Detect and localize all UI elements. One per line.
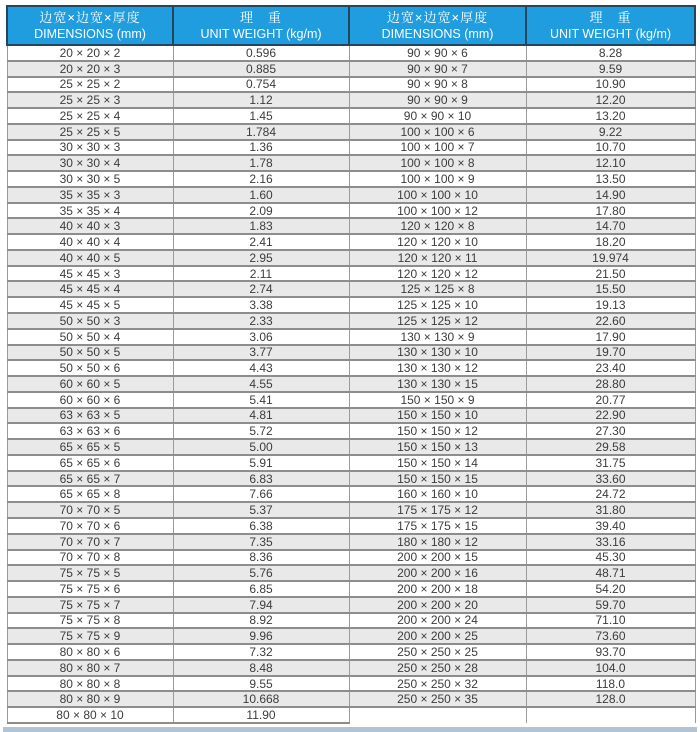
table-row bbox=[7, 45, 695, 61]
dimension-cell-right: 150 × 150 × 9 bbox=[349, 392, 526, 408]
dimension-cell-left: 70 × 70 × 7 bbox=[7, 534, 173, 550]
weight-cell-right: 48.71 bbox=[526, 565, 695, 581]
weight-cell-left: 0.596 bbox=[173, 45, 349, 61]
weight-cell-left: 9.96 bbox=[173, 628, 349, 644]
table-row bbox=[7, 329, 695, 345]
dimension-cell-left: 45 × 45 × 5 bbox=[7, 297, 173, 313]
weight-cell-left: 6.38 bbox=[173, 518, 349, 534]
header-unit-weight-left-en: UNIT WEIGHT (kg/m) bbox=[200, 27, 322, 41]
weight-cell-left: 5.72 bbox=[173, 423, 349, 439]
table-row bbox=[7, 345, 695, 361]
weight-cell-right: 73.60 bbox=[526, 628, 695, 644]
dimension-cell-left: 50 × 50 × 6 bbox=[7, 360, 173, 376]
dimension-cell-right: 200 × 200 × 20 bbox=[349, 597, 526, 613]
dimension-cell-left: 63 × 63 × 6 bbox=[7, 423, 173, 439]
weight-cell-left: 3.06 bbox=[173, 329, 349, 345]
weight-cell-left: 8.36 bbox=[173, 550, 349, 566]
weight-cell-right: 31.75 bbox=[526, 455, 695, 471]
table-row bbox=[7, 108, 695, 124]
weight-cell-left: 2.41 bbox=[173, 234, 349, 250]
weight-cell-right: 29.58 bbox=[526, 439, 695, 455]
table-row bbox=[7, 281, 695, 297]
weight-cell-right: 54.20 bbox=[526, 581, 695, 597]
dimension-cell-right: 175 × 175 × 15 bbox=[349, 518, 526, 534]
bottom-accent-bar bbox=[3, 727, 697, 732]
weight-cell-left: 5.91 bbox=[173, 455, 349, 471]
dimension-cell-left: 75 × 75 × 7 bbox=[7, 597, 173, 613]
table-row bbox=[7, 218, 695, 234]
table-row bbox=[7, 392, 695, 408]
weight-cell-left: 1.60 bbox=[173, 187, 349, 203]
dimension-cell-left: 20 × 20 × 3 bbox=[7, 61, 173, 77]
weight-cell-left: 8.48 bbox=[173, 660, 349, 676]
table-row bbox=[7, 471, 695, 487]
dimension-cell-left: 65 × 65 × 8 bbox=[7, 486, 173, 502]
dimension-cell-right: 120 × 120 × 10 bbox=[349, 234, 526, 250]
weight-cell-right: 15.50 bbox=[526, 281, 695, 297]
dimension-cell-left: 25 × 25 × 2 bbox=[7, 77, 173, 93]
weight-cell-right: 18.20 bbox=[526, 234, 695, 250]
dimension-cell-right: 175 × 175 × 12 bbox=[349, 502, 526, 518]
dimension-cell-left: 65 × 65 × 5 bbox=[7, 439, 173, 455]
weight-cell-right: 20.77 bbox=[526, 392, 695, 408]
table-row bbox=[7, 518, 695, 534]
header-unit-weight-left bbox=[173, 6, 349, 45]
dimension-cell-left: 80 × 80 × 6 bbox=[7, 644, 173, 660]
dimension-cell-left: 25 × 25 × 5 bbox=[7, 124, 173, 140]
dimension-cell-right: 120 × 120 × 11 bbox=[349, 250, 526, 266]
table-row bbox=[7, 92, 695, 108]
dimension-cell-right: 200 × 200 × 24 bbox=[349, 613, 526, 629]
table-row bbox=[7, 550, 695, 566]
dimension-cell-right: 200 × 200 × 18 bbox=[349, 581, 526, 597]
table-row bbox=[7, 423, 695, 439]
dimension-cell-right: 160 × 160 × 10 bbox=[349, 486, 526, 502]
weight-cell-right: 13.50 bbox=[526, 171, 695, 187]
dimension-cell-right: 125 × 125 × 8 bbox=[349, 281, 526, 297]
weight-cell-left: 1.83 bbox=[173, 218, 349, 234]
dimension-cell-left: 35 × 35 × 4 bbox=[7, 203, 173, 219]
weight-cell-left: 1.36 bbox=[173, 140, 349, 156]
weight-cell-right: 14.90 bbox=[526, 187, 695, 203]
header-dimensions-left bbox=[7, 6, 173, 45]
table-row bbox=[7, 691, 695, 707]
dimension-cell-right: 90 × 90 × 7 bbox=[349, 61, 526, 77]
weight-cell-right: 28.80 bbox=[526, 376, 695, 392]
dimension-cell-right: 125 × 125 × 10 bbox=[349, 297, 526, 313]
weight-cell-left: 6.83 bbox=[173, 471, 349, 487]
dimension-cell-left: 75 × 75 × 9 bbox=[7, 628, 173, 644]
weight-cell-left: 3.38 bbox=[173, 297, 349, 313]
dimension-cell-right: 150 × 150 × 14 bbox=[349, 455, 526, 471]
weight-cell-right: 23.40 bbox=[526, 360, 695, 376]
dimension-cell-right: 250 × 250 × 35 bbox=[349, 691, 526, 707]
dimension-cell-right: 90 × 90 × 8 bbox=[349, 77, 526, 93]
weight-cell-right: 9.22 bbox=[526, 124, 695, 140]
dimension-cell-right: 250 × 250 × 25 bbox=[349, 644, 526, 660]
dimension-cell-left: 30 × 30 × 3 bbox=[7, 140, 173, 156]
dimension-cell-right: 150 × 150 × 10 bbox=[349, 408, 526, 424]
weight-cell-left: 1.78 bbox=[173, 155, 349, 171]
dimension-cell-right bbox=[349, 707, 526, 723]
weight-cell-right bbox=[526, 707, 695, 723]
table-row bbox=[7, 77, 695, 93]
table-row bbox=[7, 171, 695, 187]
weight-cell-right: 59.70 bbox=[526, 597, 695, 613]
weight-cell-left: 6.85 bbox=[173, 581, 349, 597]
dimension-cell-right: 200 × 200 × 15 bbox=[349, 550, 526, 566]
dimension-cell-left: 35 × 35 × 3 bbox=[7, 187, 173, 203]
dimension-cell-left: 25 × 25 × 3 bbox=[7, 92, 173, 108]
weight-cell-right: 9.59 bbox=[526, 61, 695, 77]
weight-cell-right: 19.13 bbox=[526, 297, 695, 313]
dimension-cell-left: 45 × 45 × 4 bbox=[7, 281, 173, 297]
table-row bbox=[7, 660, 695, 676]
dimension-cell-left: 30 × 30 × 4 bbox=[7, 155, 173, 171]
table-row bbox=[7, 486, 695, 502]
dimension-cell-left: 75 × 75 × 5 bbox=[7, 565, 173, 581]
header-dimensions-right bbox=[349, 6, 526, 45]
dimension-cell-right: 250 × 250 × 32 bbox=[349, 676, 526, 692]
weight-cell-left: 7.66 bbox=[173, 486, 349, 502]
dimension-cell-right: 125 × 125 × 12 bbox=[349, 313, 526, 329]
dimension-cell-left: 50 × 50 × 3 bbox=[7, 313, 173, 329]
dimension-cell-right: 130 × 130 × 9 bbox=[349, 329, 526, 345]
dimension-cell-right: 90 × 90 × 6 bbox=[349, 45, 526, 61]
dimension-cell-right: 130 × 130 × 15 bbox=[349, 376, 526, 392]
dimension-cell-right: 100 × 100 × 9 bbox=[349, 171, 526, 187]
weight-cell-right: 71.10 bbox=[526, 613, 695, 629]
dimension-cell-left: 40 × 40 × 5 bbox=[7, 250, 173, 266]
table-row bbox=[7, 124, 695, 140]
dimension-cell-right: 120 × 120 × 12 bbox=[349, 266, 526, 282]
weight-cell-right: 17.80 bbox=[526, 203, 695, 219]
dimension-cell-right: 90 × 90 × 9 bbox=[349, 92, 526, 108]
weight-cell-right: 104.0 bbox=[526, 660, 695, 676]
header-unit-weight-right-cn: 理 重 bbox=[589, 10, 632, 25]
dimension-cell-right: 150 × 150 × 15 bbox=[349, 471, 526, 487]
weight-cell-left: 4.81 bbox=[173, 408, 349, 424]
dimension-cell-left: 63 × 63 × 5 bbox=[7, 408, 173, 424]
dimension-cell-right: 100 × 100 × 10 bbox=[349, 187, 526, 203]
dimension-cell-right: 150 × 150 × 12 bbox=[349, 423, 526, 439]
table-row bbox=[7, 313, 695, 329]
weight-cell-left: 3.77 bbox=[173, 345, 349, 361]
header-unit-weight-left-cn: 理 重 bbox=[239, 10, 282, 25]
weight-cell-left: 4.43 bbox=[173, 360, 349, 376]
dimension-cell-left: 50 × 50 × 4 bbox=[7, 329, 173, 345]
table-row bbox=[7, 155, 695, 171]
table-row bbox=[7, 707, 695, 723]
weight-cell-right: 13.20 bbox=[526, 108, 695, 124]
table-row bbox=[7, 455, 695, 471]
dimension-cell-left: 80 × 80 × 8 bbox=[7, 676, 173, 692]
dimension-cell-left: 75 × 75 × 6 bbox=[7, 581, 173, 597]
dimension-cell-left: 25 × 25 × 4 bbox=[7, 108, 173, 124]
header-dimensions-right-cn: 边宽×边宽×厚度 bbox=[386, 10, 489, 25]
dimension-cell-right: 150 × 150 × 13 bbox=[349, 439, 526, 455]
dimension-cell-right: 130 × 130 × 10 bbox=[349, 345, 526, 361]
weight-cell-right: 19.70 bbox=[526, 345, 695, 361]
dimension-cell-right: 100 × 100 × 8 bbox=[349, 155, 526, 171]
header-dimensions-right-en: DIMENSIONS (mm) bbox=[381, 27, 494, 41]
table-row bbox=[7, 502, 695, 518]
weight-cell-left: 7.35 bbox=[173, 534, 349, 550]
weight-cell-right: 14.70 bbox=[526, 218, 695, 234]
dimension-cell-left: 70 × 70 × 5 bbox=[7, 502, 173, 518]
table-row bbox=[7, 676, 695, 692]
table-row bbox=[7, 565, 695, 581]
dimension-cell-right: 100 × 100 × 7 bbox=[349, 140, 526, 156]
weight-cell-left: 0.885 bbox=[173, 61, 349, 77]
unit-weight-table bbox=[6, 5, 696, 724]
dimension-cell-left: 80 × 80 × 9 bbox=[7, 691, 173, 707]
table-row bbox=[7, 597, 695, 613]
dimension-cell-right: 100 × 100 × 12 bbox=[349, 203, 526, 219]
table-row bbox=[7, 250, 695, 266]
weight-cell-right: 12.10 bbox=[526, 155, 695, 171]
table-row bbox=[7, 628, 695, 644]
table-row bbox=[7, 644, 695, 660]
weight-cell-right: 12.20 bbox=[526, 92, 695, 108]
header-dimensions-left-en: DIMENSIONS (mm) bbox=[34, 27, 146, 41]
weight-cell-left: 1.784 bbox=[173, 124, 349, 140]
dimension-cell-left: 30 × 30 × 5 bbox=[7, 171, 173, 187]
weight-cell-right: 24.72 bbox=[526, 486, 695, 502]
table-row bbox=[7, 61, 695, 77]
weight-cell-right: 21.50 bbox=[526, 266, 695, 282]
table-body bbox=[7, 45, 695, 723]
dimension-cell-left: 80 × 80 × 10 bbox=[7, 707, 173, 723]
dimension-cell-right: 130 × 130 × 12 bbox=[349, 360, 526, 376]
header-dimensions-left-cn: 边宽×边宽×厚度 bbox=[39, 10, 141, 25]
weight-cell-right: 33.16 bbox=[526, 534, 695, 550]
weight-cell-right: 10.70 bbox=[526, 140, 695, 156]
table-row bbox=[7, 187, 695, 203]
table-row bbox=[7, 408, 695, 424]
dimension-cell-right: 100 × 100 × 6 bbox=[349, 124, 526, 140]
table-row bbox=[7, 534, 695, 550]
weight-cell-left: 5.76 bbox=[173, 565, 349, 581]
weight-cell-right: 128.0 bbox=[526, 691, 695, 707]
table-row bbox=[7, 297, 695, 313]
table-row bbox=[7, 203, 695, 219]
header-row bbox=[7, 6, 695, 45]
dimension-cell-left: 60 × 60 × 6 bbox=[7, 392, 173, 408]
table-row bbox=[7, 266, 695, 282]
weight-cell-right: 33.60 bbox=[526, 471, 695, 487]
dimension-cell-left: 40 × 40 × 4 bbox=[7, 234, 173, 250]
table-row bbox=[7, 360, 695, 376]
weight-cell-right: 45.30 bbox=[526, 550, 695, 566]
weight-cell-right: 22.60 bbox=[526, 313, 695, 329]
weight-cell-left: 2.16 bbox=[173, 171, 349, 187]
weight-cell-left: 1.45 bbox=[173, 108, 349, 124]
dimension-cell-right: 90 × 90 × 10 bbox=[349, 108, 526, 124]
dimension-cell-left: 60 × 60 × 5 bbox=[7, 376, 173, 392]
dimension-cell-right: 180 × 180 × 12 bbox=[349, 534, 526, 550]
dimension-cell-left: 20 × 20 × 2 bbox=[7, 45, 173, 61]
table-row bbox=[7, 376, 695, 392]
table-row bbox=[7, 234, 695, 250]
weight-cell-left: 0.754 bbox=[173, 77, 349, 93]
dimension-cell-right: 200 × 200 × 25 bbox=[349, 628, 526, 644]
dimension-cell-left: 65 × 65 × 6 bbox=[7, 455, 173, 471]
dimension-cell-left: 45 × 45 × 3 bbox=[7, 266, 173, 282]
weight-cell-left: 2.09 bbox=[173, 203, 349, 219]
dimension-cell-left: 65 × 65 × 7 bbox=[7, 471, 173, 487]
weight-cell-left: 2.74 bbox=[173, 281, 349, 297]
weight-cell-left: 2.11 bbox=[173, 266, 349, 282]
weight-cell-left: 8.92 bbox=[173, 613, 349, 629]
weight-cell-left: 5.00 bbox=[173, 439, 349, 455]
weight-cell-right: 8.28 bbox=[526, 45, 695, 61]
header-unit-weight-right-en: UNIT WEIGHT (kg/m) bbox=[549, 27, 672, 41]
weight-cell-right: 17.90 bbox=[526, 329, 695, 345]
dimension-cell-left: 40 × 40 × 3 bbox=[7, 218, 173, 234]
dimension-cell-left: 80 × 80 × 7 bbox=[7, 660, 173, 676]
weight-cell-left: 7.94 bbox=[173, 597, 349, 613]
table-row bbox=[7, 140, 695, 156]
weight-cell-right: 118.0 bbox=[526, 676, 695, 692]
weight-cell-left: 1.12 bbox=[173, 92, 349, 108]
weight-cell-right: 10.90 bbox=[526, 77, 695, 93]
table-header bbox=[7, 6, 695, 45]
weight-cell-right: 93.70 bbox=[526, 644, 695, 660]
dimension-cell-left: 50 × 50 × 5 bbox=[7, 345, 173, 361]
weight-cell-left: 11.90 bbox=[173, 707, 349, 723]
weight-cell-left: 2.33 bbox=[173, 313, 349, 329]
weight-cell-right: 22.90 bbox=[526, 408, 695, 424]
weight-cell-left: 10.668 bbox=[173, 691, 349, 707]
dimension-cell-right: 250 × 250 × 28 bbox=[349, 660, 526, 676]
dimension-cell-left: 70 × 70 × 6 bbox=[7, 518, 173, 534]
table-row bbox=[7, 439, 695, 455]
dimension-cell-left: 70 × 70 × 8 bbox=[7, 550, 173, 566]
weight-cell-right: 27.30 bbox=[526, 423, 695, 439]
table-row bbox=[7, 581, 695, 597]
weight-cell-right: 31.80 bbox=[526, 502, 695, 518]
weight-cell-right: 19.974 bbox=[526, 250, 695, 266]
weight-cell-left: 2.95 bbox=[173, 250, 349, 266]
header-unit-weight-right bbox=[526, 6, 695, 45]
dimension-cell-right: 200 × 200 × 16 bbox=[349, 565, 526, 581]
table-row bbox=[7, 613, 695, 629]
dimension-cell-right: 120 × 120 × 8 bbox=[349, 218, 526, 234]
weight-cell-right: 39.40 bbox=[526, 518, 695, 534]
weight-cell-left: 9.55 bbox=[173, 676, 349, 692]
weight-cell-left: 7.32 bbox=[173, 644, 349, 660]
weight-cell-left: 4.55 bbox=[173, 376, 349, 392]
weight-cell-left: 5.41 bbox=[173, 392, 349, 408]
weight-cell-left: 5.37 bbox=[173, 502, 349, 518]
dimension-cell-left: 75 × 75 × 8 bbox=[7, 613, 173, 629]
